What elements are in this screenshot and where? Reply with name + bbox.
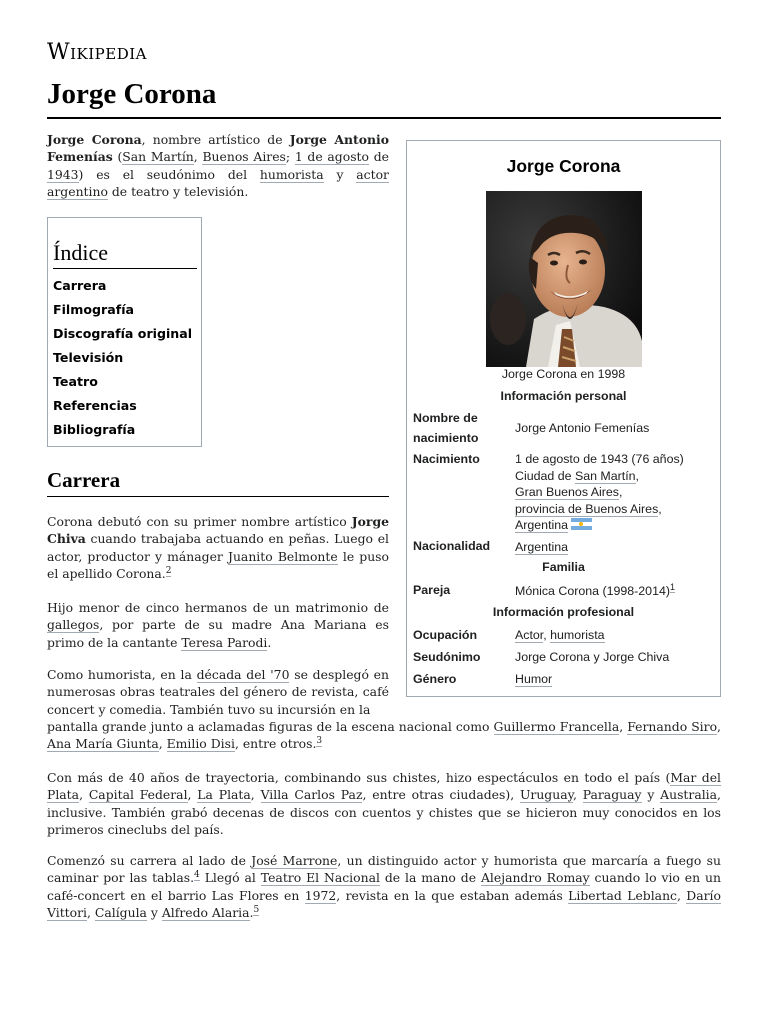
link-argentino[interactable]: argentino [47,184,108,200]
link-1-de-agosto[interactable]: 1 de agosto [294,149,369,165]
link-san-martin[interactable]: San Martín [122,149,194,165]
section-heading-carrera: Carrera [47,468,389,497]
page-title: Jorge Corona [47,78,217,110]
link-caligula[interactable]: Calígula [94,905,147,921]
value-pseudonym: Jorge Corona y Jorge Chiva [515,650,670,664]
link-teresa-parodi[interactable]: Teresa Parodi [181,634,268,650]
link-australia[interactable]: Australia [660,787,718,803]
link-humorista[interactable]: humorista [259,166,324,182]
link-paraguay[interactable]: Paraguay [582,787,642,803]
link-1943[interactable]: 1943 [47,166,79,182]
toc-item-discografia[interactable]: Discografía original [53,326,193,341]
link-1972[interactable]: 1972 [304,887,337,903]
reference-2[interactable]: 2 [165,566,172,577]
link-ana-maria-giunta[interactable]: Ana María Giunta [47,736,159,752]
label-genre: Género [413,672,457,686]
birth-city: Ciudad de San Martín, [515,468,639,483]
link-capital-federal[interactable]: Capital Federal [88,787,188,803]
link-alejandro-romay[interactable]: Alejandro Romay [480,870,590,886]
reference-3[interactable]: 3 [316,736,323,747]
link-humorista-infobox[interactable]: humorista [550,628,605,642]
argentina-flag-icon [571,518,592,530]
link-la-plata[interactable]: La Plata [197,787,251,803]
table-of-contents [47,217,202,447]
toc-item-teatro[interactable]: Teatro [53,374,98,389]
photo-caption: Jorge Corona en 1998 [501,367,626,381]
link-dario-vittori[interactable]: Darío Vittori [47,887,721,921]
reference-5[interactable]: 5 [253,905,260,916]
label-pseudonym: Seudónimo [413,650,481,664]
link-actor[interactable]: actor [356,166,389,182]
value-genre [515,671,717,688]
birth-province: provincia de Buenos Aires, [515,501,662,516]
value-birth [515,451,717,534]
link-gallegos[interactable]: gallegos [47,617,100,633]
link-uruguay[interactable]: Uruguay [519,787,573,803]
link-san-martin-infobox[interactable]: San Martín [574,468,636,483]
carrera-paragraph-4: Con más de 40 años de trayectoria, combinando sus chistes, hizo espectáculos en todo el país (Mar del Plata, Capital Federal, La Plata, Villa Carlos Paz, entre otras ciudades), Uruguay, Paraguay y Australia, inclusive. También grabó decenas de discos con cuentos y chistes que se hicieron muy conocidos en los primeros cineclubs del país. [47,770,721,838]
toc-list [53,278,192,446]
link-villa-carlos-paz[interactable]: Villa Carlos Paz [260,787,363,803]
reference-1[interactable]: 1 [669,581,675,592]
birth-name: Jorge Antonio Femenías [47,132,389,165]
label-birth-name: Nombre de nacimiento [413,411,479,445]
portrait-photo[interactable] [486,191,642,367]
wikipedia-wordmark[interactable]: Wikipedia [47,40,147,65]
stage-name-chiva: Jorge Chiva [47,514,389,547]
infobox-section-personal: Información personal [500,389,627,403]
carrera-paragraph-3-continued: pantalla grande junto a aclamadas figuras de la escena nacional como Guillermo Francella, Fernando Siro, Ana María Giunta, Emilio Disi, entre otros.$^3$ [47,719,721,752]
link-teatro-el-nacional[interactable]: Teatro El Nacional [260,870,380,886]
infobox-title: Jorge Corona [506,156,621,176]
toc-item-television[interactable]: Televisión [53,350,124,365]
subject-name: Jorge Corona [47,132,142,147]
toc-title: Índice [53,240,197,269]
toc-item-bibliografia[interactable]: Bibliografía [53,422,136,437]
link-emilio-disi[interactable]: Emilio Disi [166,736,235,752]
link-gran-buenos-aires[interactable]: Gran Buenos Aires [515,485,620,500]
toc-item-referencias[interactable]: Referencias [53,398,137,413]
link-actor-infobox[interactable]: Actor [515,628,544,642]
birth-region: Gran Buenos Aires, [515,485,623,500]
infobox-section-family: Familia [542,560,585,574]
carrera-paragraph-5: Comenzó su carrera al lado de José Marrone, un distinguido actor y humorista que marcaría a fuego su caminar por las tablas.$^4$ Llegó al Teatro El Nacional de la mano de Alejandro Romay cuando lo vio en un café-concert en el barrio Las Flores en 1972, revista en la que estaban además Libertad Leblanc, Darío Vittori, Calígula y Alfredo Alaria.$^5$ [47,853,721,921]
label-occupation: Ocupación [413,628,478,642]
toc-item-filmografia[interactable]: Filmografía [53,302,135,317]
reference-4[interactable]: 4 [194,870,200,881]
toc-item-carrera[interactable]: Carrera [53,278,107,293]
carrera-paragraph-3: Como humorista, en la década del '70 se desplegó en numerosas obras teatrales del género de revista, café concert y comedia. También tuvo su incursión en la [47,667,389,717]
label-birth: Nacimiento [413,452,480,466]
birth-country [515,517,717,534]
value-occupation: Actor, humorista [515,628,605,642]
link-argentina-nationality[interactable]: Argentina [515,540,569,554]
value-partner: Mónica Corona (1998-2014)$^1$ [515,581,675,598]
link-argentina-birth[interactable]: Argentina [515,518,569,533]
link-juanito-belmonte[interactable]: Juanito Belmonte [227,548,338,564]
carrera-paragraph-1: Corona debutó con su primer nombre artístico Jorge Chiva cuando trabajaba actuando en peñas. Luego el actor, productor y mánager Juanito Belmonte le puso el apellido Corona.$^2$ [47,514,390,582]
value-birth-name: Jorge Antonio Femenías [515,421,650,435]
link-libertad-leblanc[interactable]: Libertad Leblanc [568,887,677,903]
portrait-photo-graphic [486,191,642,367]
link-guillermo-francella[interactable]: Guillermo Francella [493,719,620,734]
link-buenos-aires[interactable]: Buenos Aires [202,149,286,165]
intro-paragraph: Jorge Corona, nombre artístico de Jorge Antonio Femenías (San Martín, Buenos Aires; 1 de agosto de 1943) es el seudónimo del humorista y actor argentino de teatro y televisión. [47,132,389,200]
carrera-paragraph-2: Hijo menor de cinco hermanos de un matrimonio de gallegos, por parte de su madre Ana Mariana es primo de la cantante Teresa Parodi. [47,600,389,650]
link-decada-70[interactable]: década del '70 [196,667,290,682]
link-mar-del-plata[interactable]: Mar del Plata [47,770,721,803]
link-fernando-siro[interactable]: Fernando Siro [627,719,718,734]
link-humor[interactable]: Humor [515,672,553,686]
birth-date: 1 de agosto de 1943 (76 años) [515,452,684,466]
link-alfredo-alaria[interactable]: Alfredo Alaria [161,905,250,921]
infobox [406,140,721,697]
infobox-section-professional: Información profesional [492,605,635,619]
link-provincia-buenos-aires[interactable]: provincia de Buenos Aires [515,501,659,516]
value-nationality [515,539,717,556]
title-divider [47,117,721,119]
link-jose-marrone[interactable]: José Marrone [251,853,338,868]
label-partner: Pareja [413,583,451,597]
label-nationality: Nacionalidad [413,539,491,553]
